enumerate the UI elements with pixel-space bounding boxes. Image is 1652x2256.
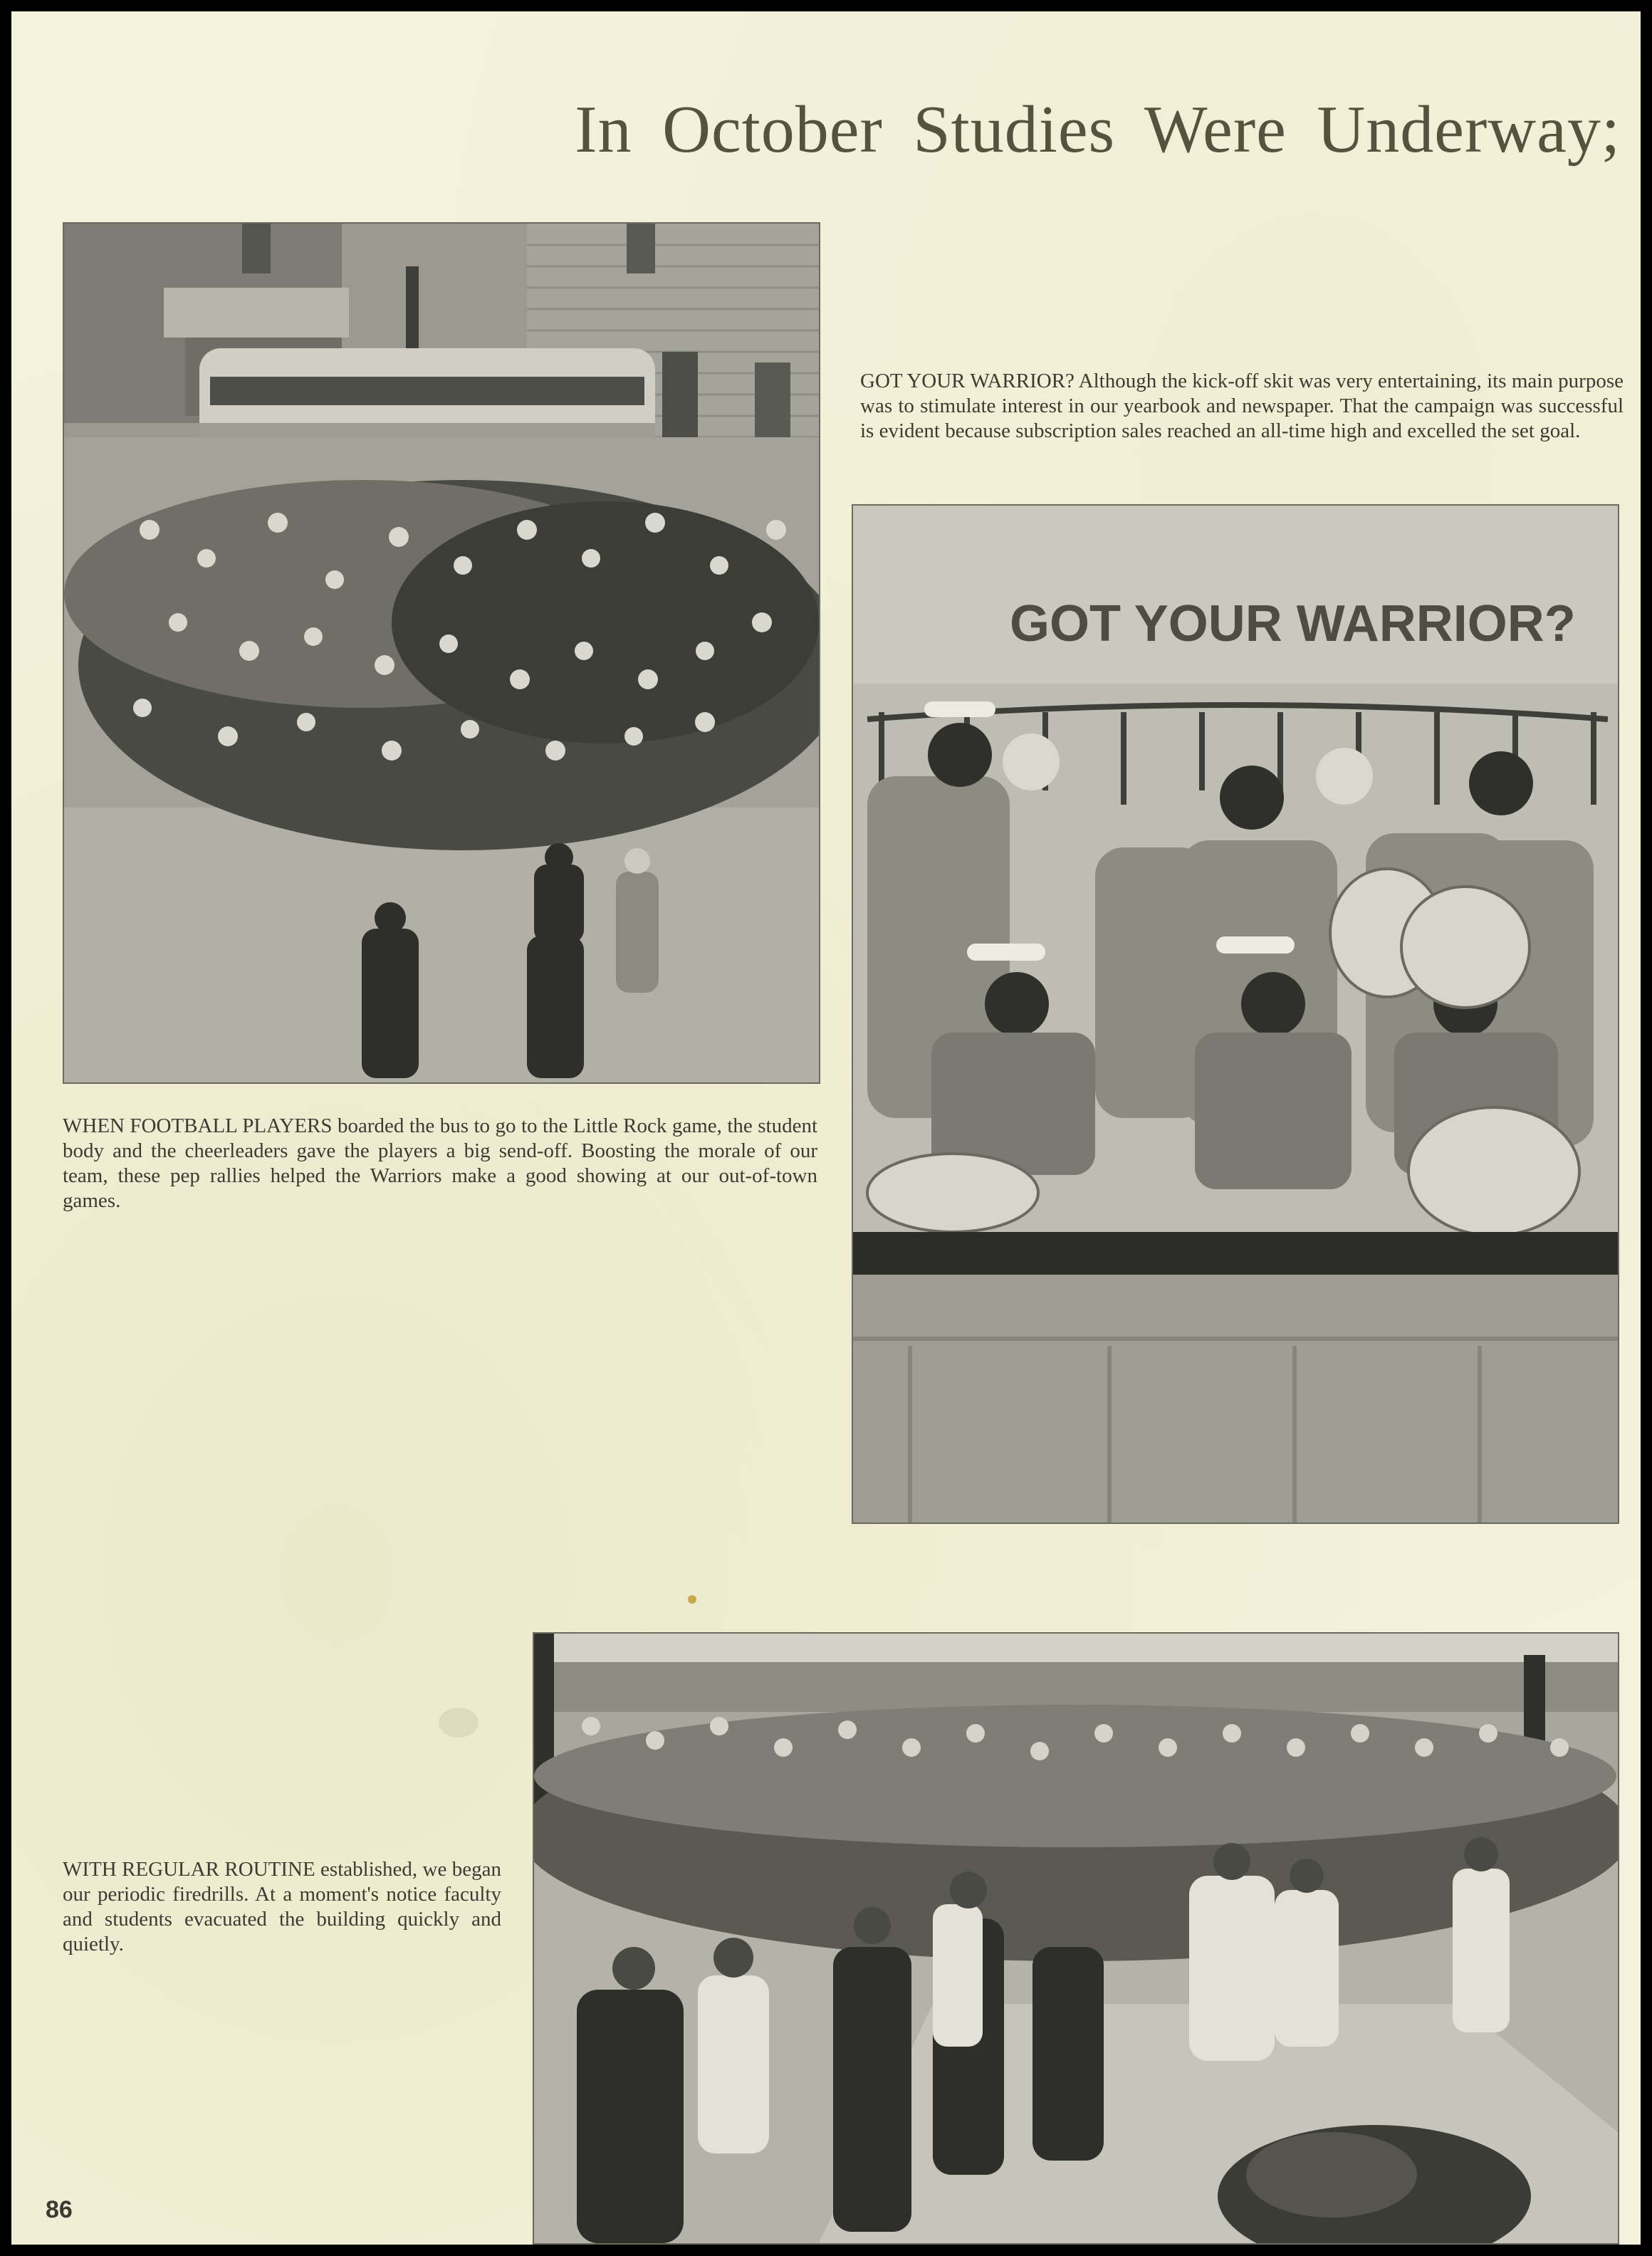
caption-warrior-lead: GOT YOUR WARRIOR? (860, 370, 1075, 392)
photo-firedrill (533, 1632, 1619, 2245)
paper-speck (688, 1595, 696, 1604)
caption-firedrill-lead: WITH REGULAR ROUTINE (63, 1858, 315, 1881)
caption-warrior (860, 369, 1624, 444)
caption-firedrill-body: established, we began our periodic firedrills. At a moment's notice faculty and students evacuated the building quickly and quietly. (63, 1858, 501, 1955)
caption-football-body: boarded the bus to go to the Little Rock game, the student body and the cheerleaders gave the players a big send-off. Boosting the morale of our team, these pep rallies helped the Warriors make a good showing at our out-of-town games. (63, 1114, 817, 1212)
caption-football (63, 1114, 817, 1213)
page-number: 86 (46, 2196, 73, 2223)
caption-firedrill (63, 1857, 501, 1957)
skit-banner-text: GOT YOUR WARRIOR? (1010, 595, 1576, 652)
caption-warrior-body: Although the kick-off skit was very entertaining, its main purpose was to stimulate interest in our yearbook and newspaper. That the campaign was successful is evident because subscription sales reached an all-time high and excelled the set goal. (860, 370, 1624, 442)
caption-football-lead: WHEN FOOTBALL PLAYERS (63, 1114, 333, 1137)
page-title: In October Studies Were Underway; (575, 93, 1621, 167)
yearbook-page (11, 11, 1641, 2245)
photo-bus-sendoff (63, 222, 820, 1084)
photo-warrior-skit (852, 504, 1619, 1524)
paper-stain (439, 1708, 479, 1738)
